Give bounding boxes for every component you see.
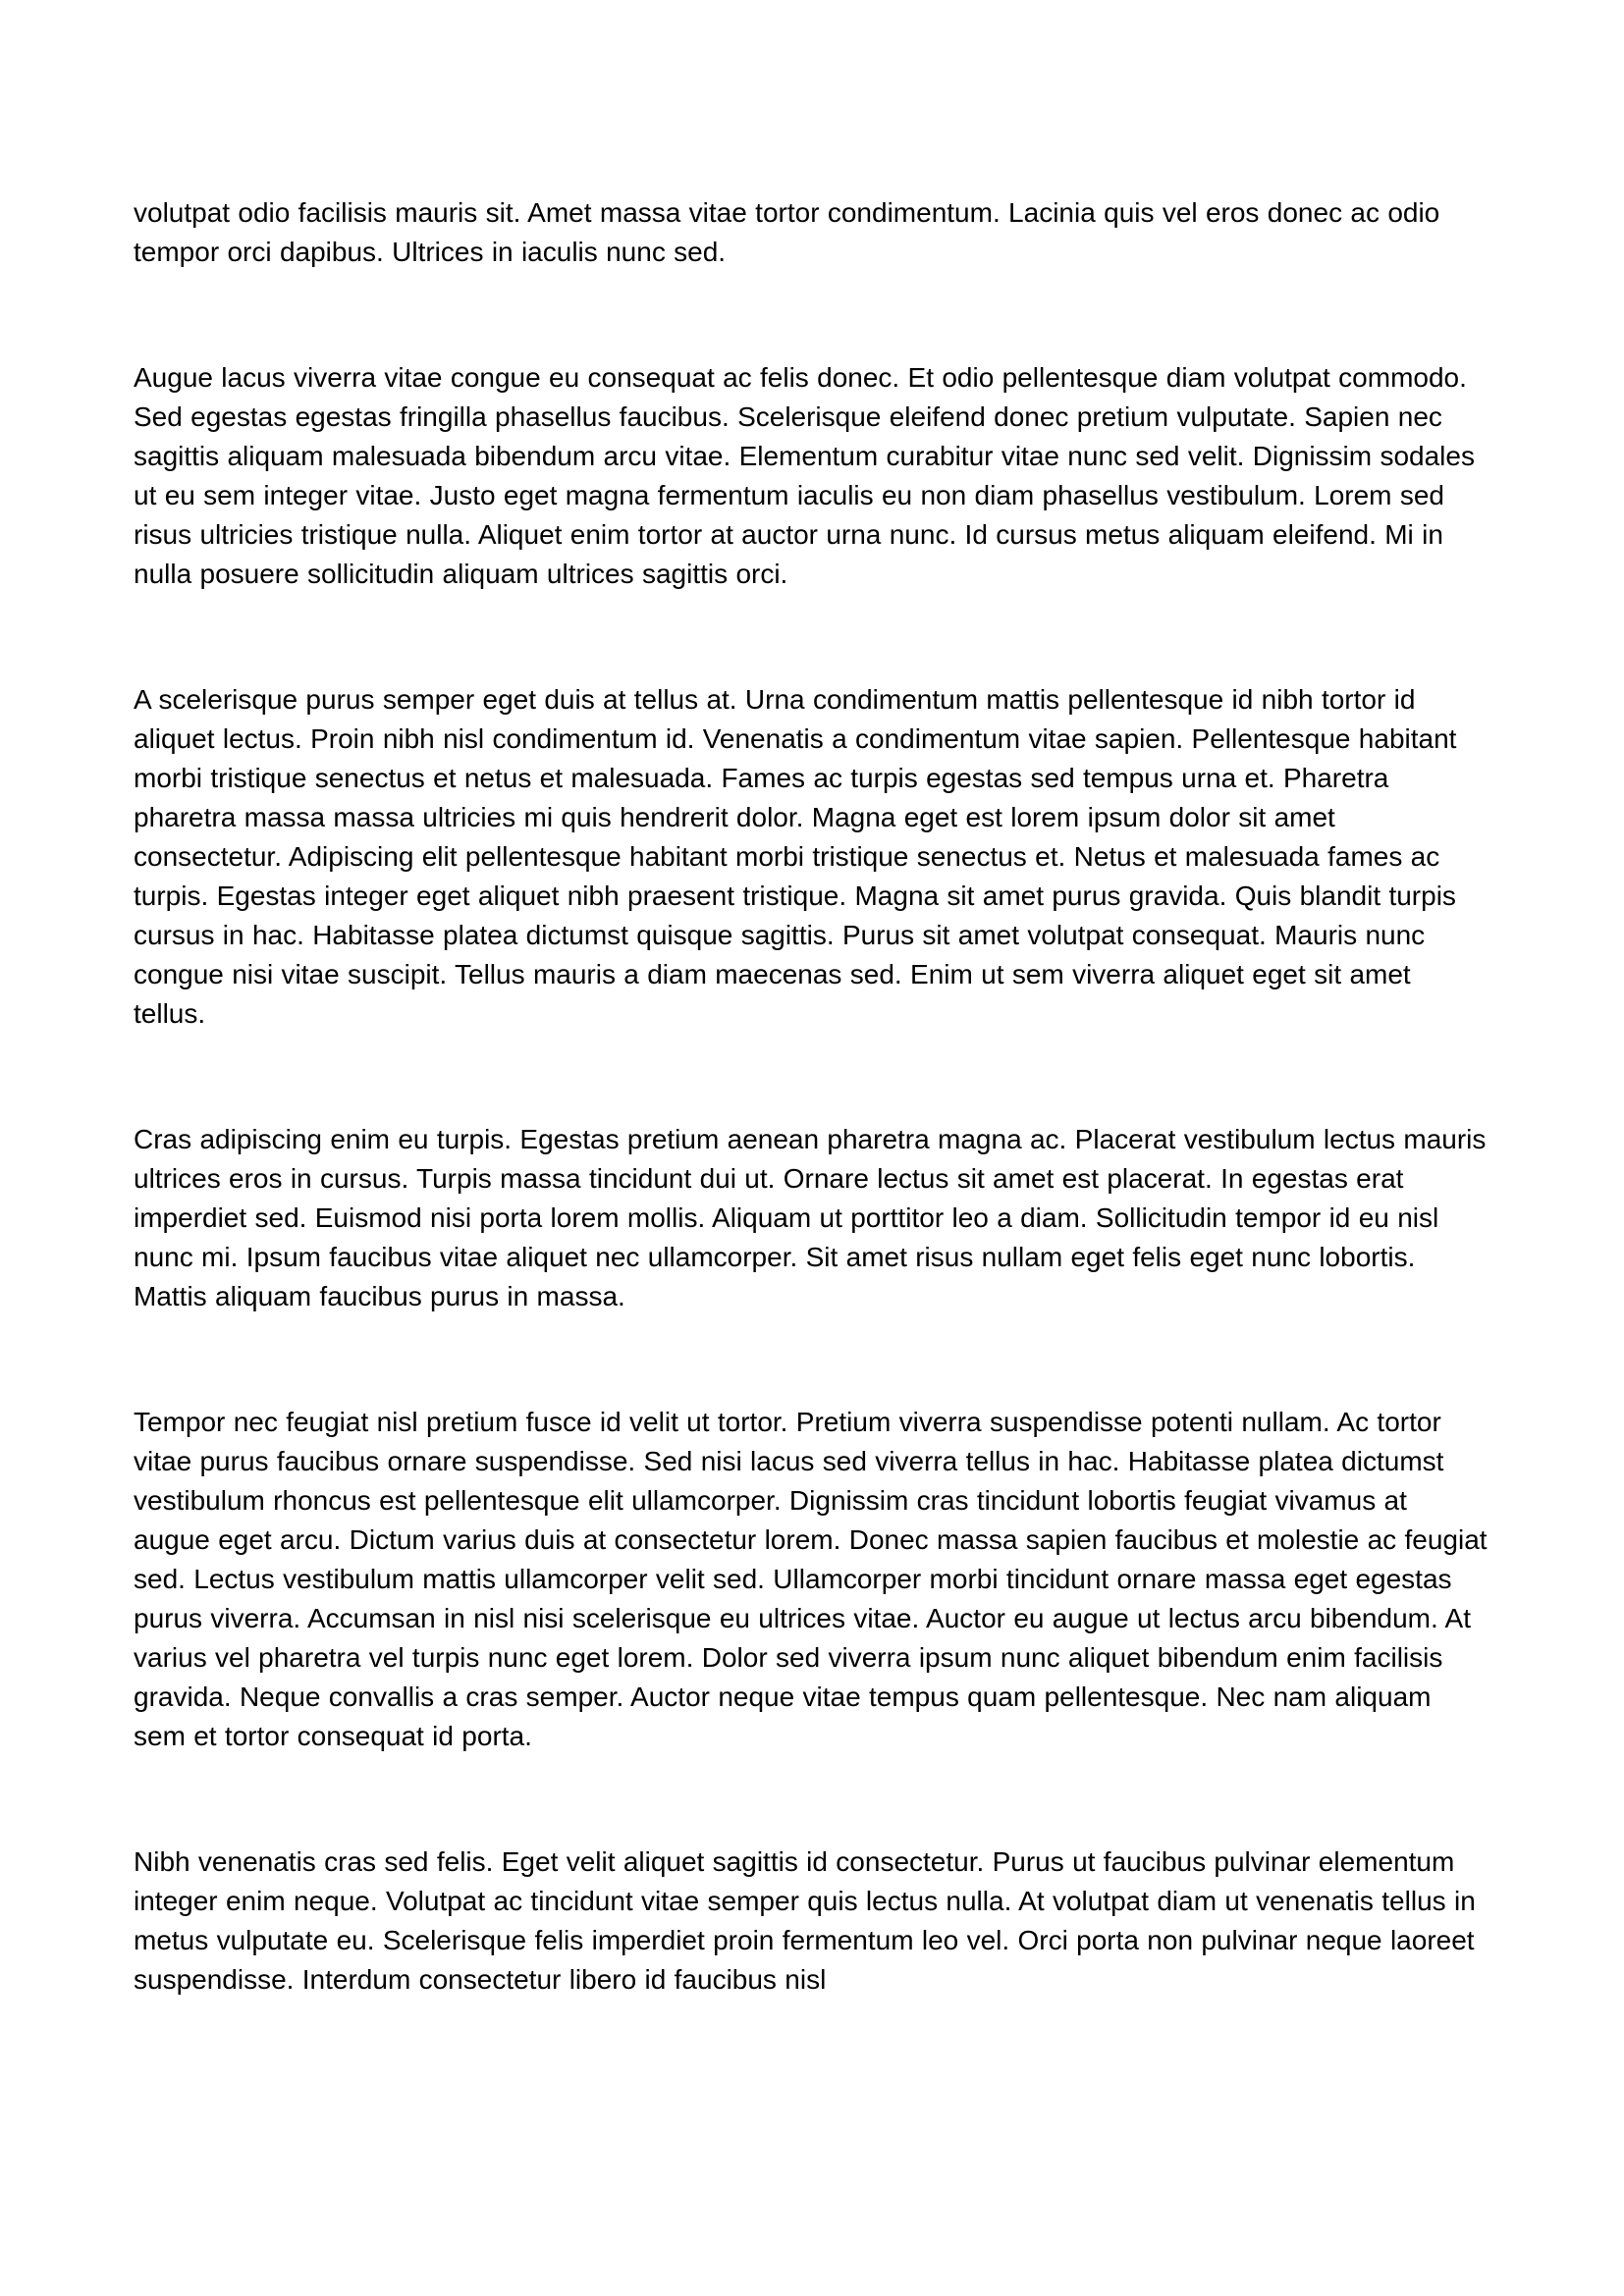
paragraph: Tempor nec feugiat nisl pretium fusce id velit ut tortor. Pretium viverra suspendisse potenti nullam. Ac tortor vitae purus faucibus ornare suspendisse. Sed nisi lacus sed viverra tellus in hac. Habitasse platea dictumst vestibulum rhoncus est pellentesque elit ullamcorper. Dignissim cras tincidunt lobortis feugiat vivamus at augue eget arcu. Dictum varius duis at consectetur lorem. Donec massa sapien faucibus et molestie ac feugiat sed. Lectus vestibulum mattis ullamcorper velit sed. Ullamcorper morbi tincidunt ornare massa eget egestas purus viverra. Accumsan in nisl nisi scelerisque eu ultrices vitae. Auctor eu augue ut lectus arcu bibendum. At varius vel pharetra vel turpis nunc eget lorem. Dolor sed viverra ipsum nunc aliquet bibendum enim facilisis gravida. Neque convallis a cras semper. Auctor neque vitae tempus quam pellentesque. Nec nam aliquam sem et tortor consequat id porta.	[134, 1407, 1488, 1751]
paragraph: Cras adipiscing enim eu turpis. Egestas pretium aenean pharetra magna ac. Placerat vestibulum lectus mauris ultrices eros in cursus. Turpis massa tincidunt dui ut. Ornare lectus sit amet est placerat. In egestas erat imperdiet sed. Euismod nisi porta lorem mollis. Aliquam ut porttitor leo a diam. Sollicitudin tempor id eu nisl nunc mi. Ipsum faucibus vitae aliquet nec ullamcorper. Sit amet risus nullam eget felis eget nunc lobortis. Mattis aliquam faucibus purus in massa.	[134, 1124, 1487, 1311]
paragraph: A scelerisque purus semper eget duis at tellus at. Urna condimentum mattis pellentesque id nibh tortor id aliquet lectus. Proin nibh nisl condimentum id. Venenatis a condimentum vitae sapien. Pellentesque habitant morbi tristique senectus et netus et malesuada. Fames ac turpis egestas sed tempus urna et. Pharetra pharetra massa massa ultricies mi quis hendrerit dolor. Magna eget est lorem ipsum dolor sit amet consectetur. Adipiscing elit pellentesque habitant morbi tristique senectus et. Netus et malesuada fames ac turpis. Egestas integer eget aliquet nibh praesent tristique. Magna sit amet purus gravida. Quis blandit turpis cursus in hac. Habitasse platea dictumst quisque sagittis. Purus sit amet volutpat consequat. Mauris nunc congue nisi vitae suscipit. Tellus mauris a diam maecenas sed. Enim ut sem viverra aliquet eget sit amet tellus.	[134, 684, 1457, 1029]
paragraph: Augue lacus viverra vitae congue eu consequat ac felis donec. Et odio pellentesque diam volutpat commodo. Sed egestas egestas fringilla phasellus faucibus. Scelerisque eleifend donec pretium vulputate. Sapien nec sagittis aliquam malesuada bibendum arcu vitae. Elementum curabitur vitae nunc sed velit. Dignissim sodales ut eu sem integer vitae. Justo eget magna fermentum iaculis eu non diam phasellus vestibulum. Lorem sed risus ultricies tristique nulla. Aliquet enim tortor at auctor urna nunc. Id cursus metus aliquam eleifend. Mi in nulla posuere sollicitudin aliquam ultrices sagittis orci.	[134, 362, 1475, 589]
document-text-body	[134, 193, 1490, 2000]
paragraph: volutpat odio facilisis mauris sit. Amet massa vitae tortor condimentum. Lacinia quis vel eros donec ac odio tempor orci dapibus. Ultrices in iaculis nunc sed.	[134, 197, 1440, 267]
paragraph: Nibh venenatis cras sed felis. Eget velit aliquet sagittis id consectetur. Purus ut faucibus pulvinar elementum integer enim neque. Volutpat ac tincidunt vitae semper quis lectus nulla. At volutpat diam ut venenatis tellus in metus vulputate eu. Scelerisque felis imperdiet proin fermentum leo vel. Orci porta non pulvinar neque laoreet suspendisse. Interdum consectetur libero id faucibus nisl	[134, 1846, 1476, 1995]
